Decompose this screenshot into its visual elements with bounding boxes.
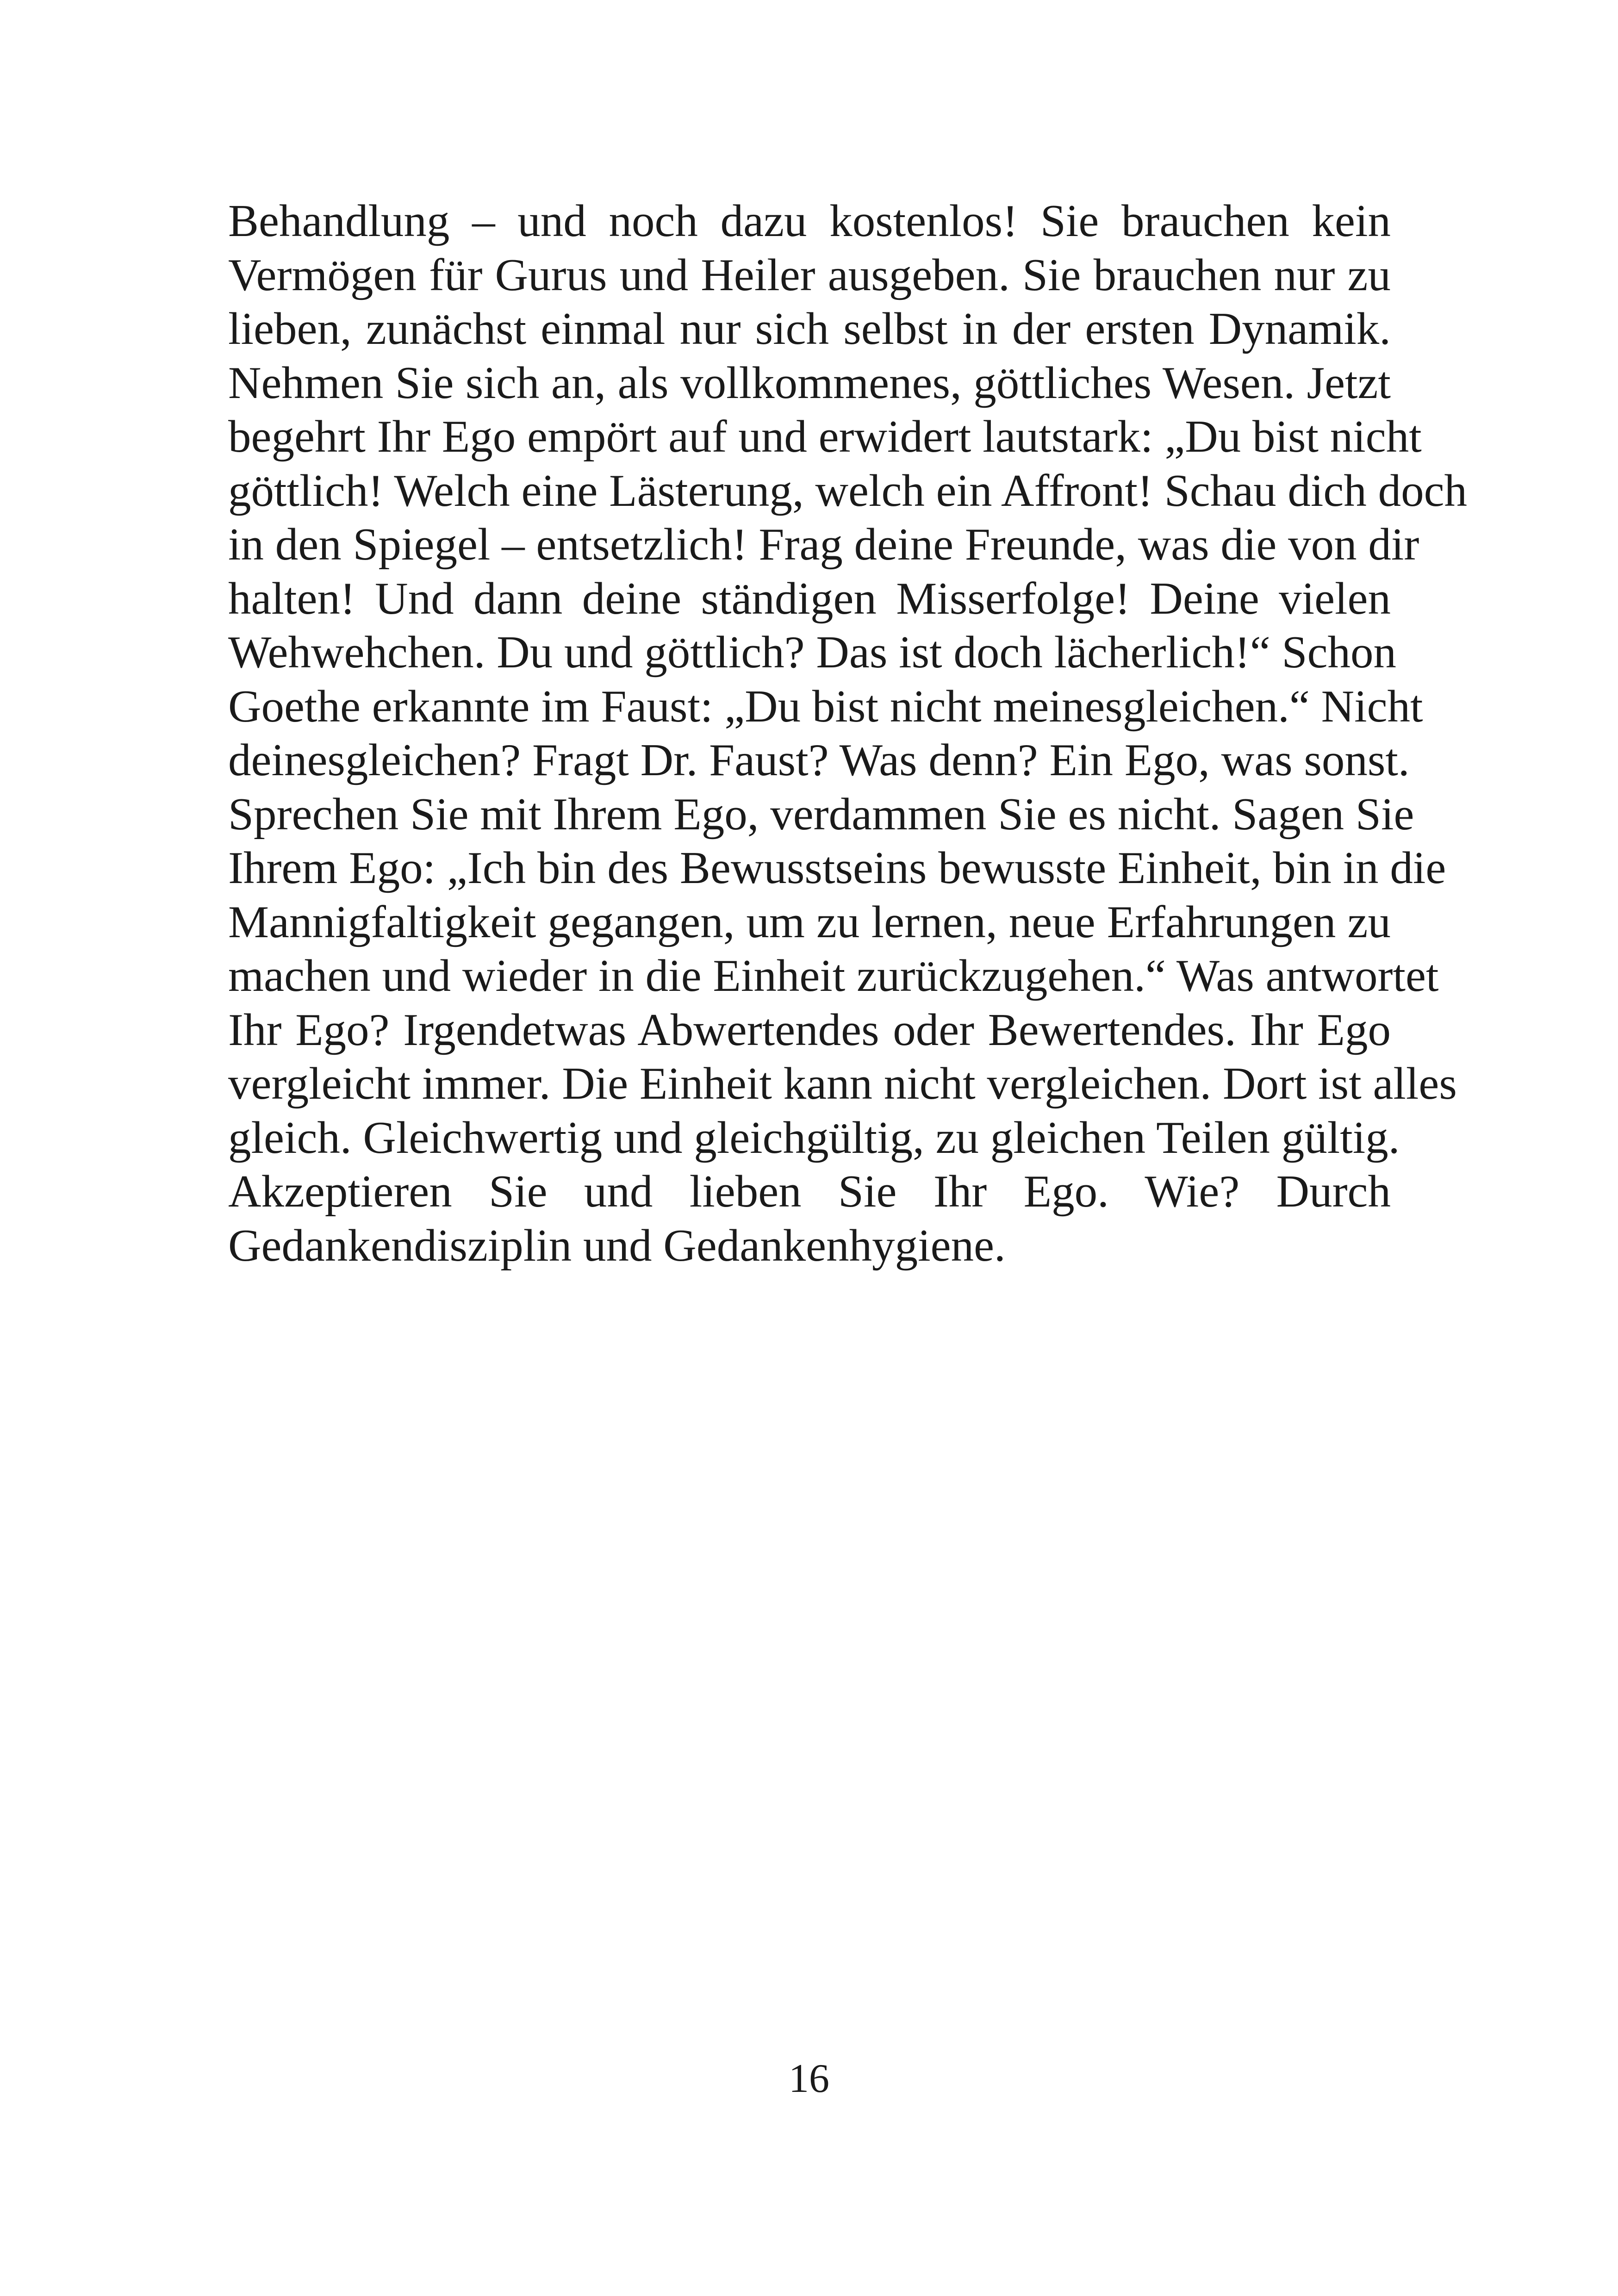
- text-line: gleich. Gleichwertig und gleichgültig, zu gleichen Teilen gültig.: [228, 1112, 1400, 1163]
- text-line: lieben, zunächst einmal nur sich selbst in der ersten Dynamik.: [228, 304, 1391, 354]
- text-line: Sprechen Sie mit Ihrem Ego, verdammen Sie es nicht. Sagen Sie: [228, 789, 1414, 840]
- text-line: halten! Und dann deine ständigen Misserfolge! Deine vielen: [228, 573, 1391, 624]
- page-number: 16: [789, 2056, 829, 2101]
- text-line: Akzeptieren Sie und lieben Sie Ihr Ego. Wie? Durch: [228, 1166, 1391, 1217]
- text-line: Wehwehchen. Du und göttlich? Das ist doch lächerlich!“ Schon: [228, 627, 1397, 678]
- text-line: begehrt Ihr Ego empört auf und erwidert lautstark: „Du bist nicht: [228, 411, 1422, 462]
- text-line: Ihrem Ego: „Ich bin des Bewusstseins bewusste Einheit, bin in die: [228, 843, 1446, 893]
- text-line: Mannigfaltigkeit gegangen, um zu lernen, neue Erfahrungen zu: [228, 896, 1391, 947]
- text-line: deinesgleichen? Fragt Dr. Faust? Was denn? Ein Ego, was sonst.: [228, 735, 1410, 785]
- text-line: Goethe erkannte im Faust: „Du bist nicht meinesgleichen.“ Nicht: [228, 681, 1423, 732]
- text-line: Behandlung – und noch dazu kostenlos! Sie brauchen kein: [228, 196, 1391, 246]
- text-line: Gedankendisziplin und Gedankenhygiene.: [228, 1220, 1006, 1271]
- text-line: machen und wieder in die Einheit zurückzugehen.“ Was antwortet: [228, 951, 1439, 1001]
- text-line: vergleicht immer. Die Einheit kann nicht vergleichen. Dort ist alles: [228, 1058, 1457, 1109]
- text-line: Vermögen für Gurus und Heiler ausgeben. Sie brauchen nur zu: [228, 249, 1391, 300]
- text-line: Nehmen Sie sich an, als vollkommenes, göttliches Wesen. Jetzt: [228, 357, 1391, 408]
- body-text: [228, 194, 1468, 1273]
- text-line: Ihr Ego? Irgendetwas Abwertendes oder Bewertendes. Ihr Ego: [228, 1004, 1391, 1055]
- text-line: göttlich! Welch eine Lästerung, welch ein Affront! Schau dich doch: [228, 465, 1468, 516]
- text-line: in den Spiegel – entsetzlich! Frag deine Freunde, was die von dir: [228, 519, 1419, 570]
